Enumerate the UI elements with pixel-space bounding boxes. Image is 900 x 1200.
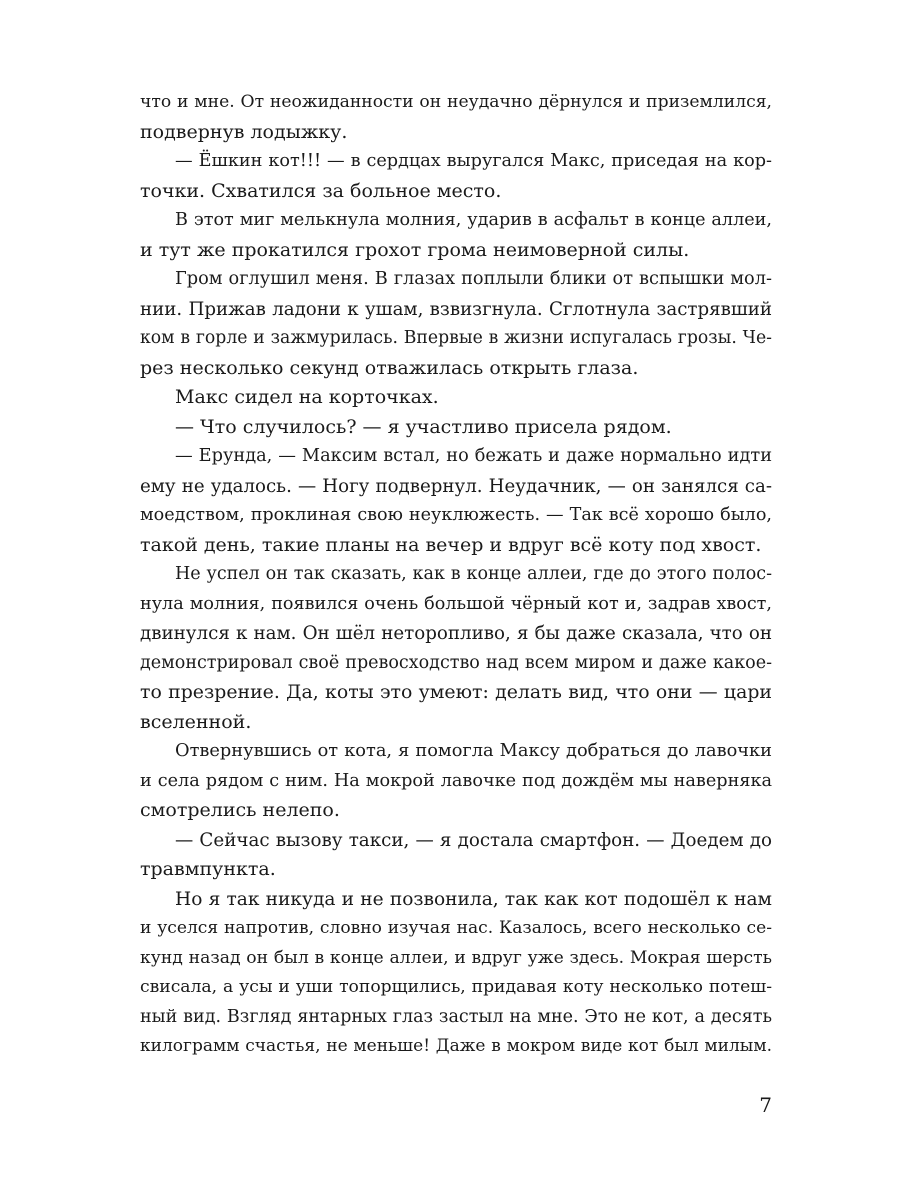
text-line: моедством, проклиная свою неуклюжесть. — Так всё хорошо было, — [140, 505, 772, 525]
text-line: то презрение. Да, коты это умеют: делать вид, что они — цари — [140, 681, 772, 703]
text-line: рез несколько секунд отважилась открыть глаза. — [140, 356, 639, 379]
text-line: и уселся напротив, словно изучая нас. Казалось, всего несколько се- — [140, 918, 772, 938]
text-line: нии. Прижав ладони к ушам, взвизгнула. Сглотнула застрявший — [140, 298, 772, 320]
text-line: — Ерунда, — Максим встал, но бежать и даже нормально идти — [175, 446, 772, 466]
text-line: — Что случилось? — я участливо присела рядом. — [175, 415, 672, 438]
page-number: 7 — [759, 1093, 772, 1117]
text-line: двинулся к нам. Он шёл неторопливо, я бы даже сказала, что он — [140, 623, 772, 644]
text-line: что и мне. От неожиданности он неудачно дёрнулся и приземлился, — [140, 92, 772, 112]
text-line: свисала, а усы и уши топорщились, придавая коту несколько потеш- — [140, 977, 772, 997]
text-line: демонстрировал своё превосходство над всем миром и даже какое- — [140, 652, 772, 673]
text-line: смотрелись нелепо. — [140, 799, 340, 821]
text-line: и тут же прокатился грохот грома неимоверной силы. — [140, 238, 690, 261]
text-line: Макс сидел на корточках. — [175, 386, 439, 408]
text-line: Отвернувшись от кота, я помогла Максу добраться до лавочки — [175, 741, 772, 761]
text-line: ный вид. Взгляд янтарных глаз застыл на мне. Это не кот, а десять — [140, 1006, 772, 1027]
text-line: точки. Схватился за больное место. — [140, 179, 502, 202]
text-line: Не успел он так сказать, как в конце аллеи, где до этого полос- — [175, 564, 772, 584]
text-line: вселенной. — [140, 710, 252, 733]
body-text — [140, 88, 772, 1062]
text-line: ему не удалось. — Ногу подвернул. Неудачник, — он занялся са- — [140, 475, 772, 497]
text-line: подвернув лодыжку. — [140, 120, 348, 143]
text-line: Но я так никуда и не позвонила, так как кот подошёл к нам — [175, 888, 772, 910]
text-line: килограмм счастья, не меньше! Даже в мокром виде кот был милым. — [140, 1036, 772, 1056]
text-line: — Сейчас вызову такси, — я достала смартфон. — Доедем до — [175, 829, 772, 851]
text-line: Гром оглушил меня. В глазах поплыли блики от вспышки мол- — [175, 269, 772, 289]
text-line: кунд назад он был в конце аллеи, и вдруг уже здесь. Мокрая шерсть — [140, 947, 772, 968]
text-line: ком в горле и зажмурилась. Впервые в жизни испугалась грозы. Че- — [140, 328, 772, 348]
text-line: и села рядом с ним. На мокрой лавочке под дождём мы наверняка — [140, 770, 772, 791]
text-line: — Ёшкин кот!!! — в сердцах выругался Макс, приседая на кор- — [175, 151, 772, 171]
text-line: В этот миг мелькнула молния, ударив в асфальт в конце аллеи, — [175, 210, 772, 230]
text-line: нула молния, появился очень большой чёрный кот и, задрав хвост, — [140, 593, 772, 614]
text-line: травмпункта. — [140, 858, 276, 880]
text-line: такой день, такие планы на вечер и вдруг всё коту под хвост. — [140, 533, 762, 556]
